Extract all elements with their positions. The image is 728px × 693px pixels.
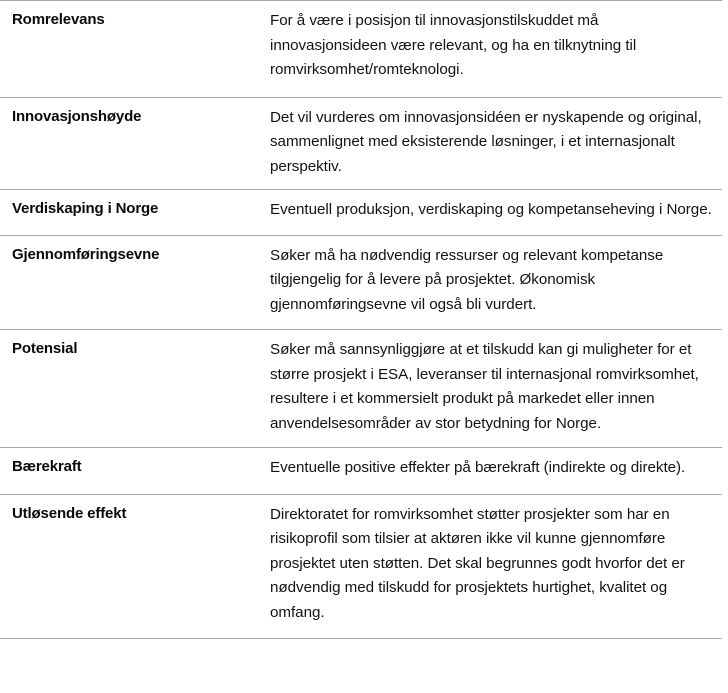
table-row <box>0 235 722 330</box>
table-cell-description <box>270 97 722 190</box>
table-row <box>0 97 722 190</box>
criterion-label: Utløsende effekt <box>12 504 127 522</box>
table-row <box>0 494 722 639</box>
table-cell-description <box>270 1 722 98</box>
criterion-description: Søker må ha nødvendig ressurser og relevant kompetanse tilgjengelig for å levere på prosjektet. Økonomisk gjennomføringsevne vil også bli vurdert. <box>270 246 664 313</box>
criterion-label: Gjennomføringsevne <box>12 245 160 263</box>
criteria-table-body <box>0 1 722 639</box>
table-cell-label <box>0 1 270 98</box>
table-cell-label <box>0 190 270 236</box>
criterion-label: Verdiskaping i Norge <box>12 200 159 217</box>
table-cell-description <box>270 494 722 639</box>
criterion-label: Potensial <box>12 340 78 357</box>
criterion-description: For å være i posisjon til innovasjonstilskuddet må innovasjonsideen være relevant, og ha en tilknytning til romvirksomhet/romteknologi. <box>270 12 637 78</box>
criterion-label: Bærekraft <box>12 458 82 475</box>
table-row <box>0 190 722 236</box>
table-row <box>0 1 722 98</box>
table-row <box>0 448 722 495</box>
criterion-description: Det vil vurderes om innovasjonsidéen er nyskapende og original, sammenlignet med eksisterende løsninger, i et internasjonalt perspektiv. <box>270 108 702 175</box>
table-cell-label <box>0 494 270 639</box>
criterion-description: Eventuelle positive effekter på bærekraft (indirekte og direkte). <box>270 459 686 476</box>
table-cell-label <box>0 97 270 190</box>
criterion-description: Direktoratet for romvirksomhet støtter prosjekter som har en risikoprofil som tilsier at aktøren ikke vil kunne gjennomføre prosjektet uten støtten. Det skal begrunnes godt hvorfor det er nødvendig med tilskudd for prosjektets hurtighet, kvalitet og omfang. <box>270 505 685 621</box>
table-cell-label <box>0 448 270 495</box>
table-cell-description <box>270 330 722 448</box>
table-cell-label <box>0 330 270 448</box>
table-cell-description <box>270 448 722 495</box>
criterion-label: Romrelevans <box>12 11 105 28</box>
table-row <box>0 330 722 448</box>
table-cell-label <box>0 235 270 330</box>
criterion-label: Innovasjonshøyde <box>12 107 142 125</box>
table-cell-description <box>270 190 722 236</box>
criterion-description: Søker må sannsynliggjøre at et tilskudd kan gi muligheter for et større prosjekt i ESA, leveranser til internasjonal romvirksomhet, resultere i et kommersielt produkt på markedet eller innen anvendelsesområder av stor betydning for Norge. <box>270 341 699 432</box>
criterion-description: Eventuell produksjon, verdiskaping og kompetanseheving i Norge. <box>270 201 712 218</box>
table-cell-description <box>270 235 722 330</box>
